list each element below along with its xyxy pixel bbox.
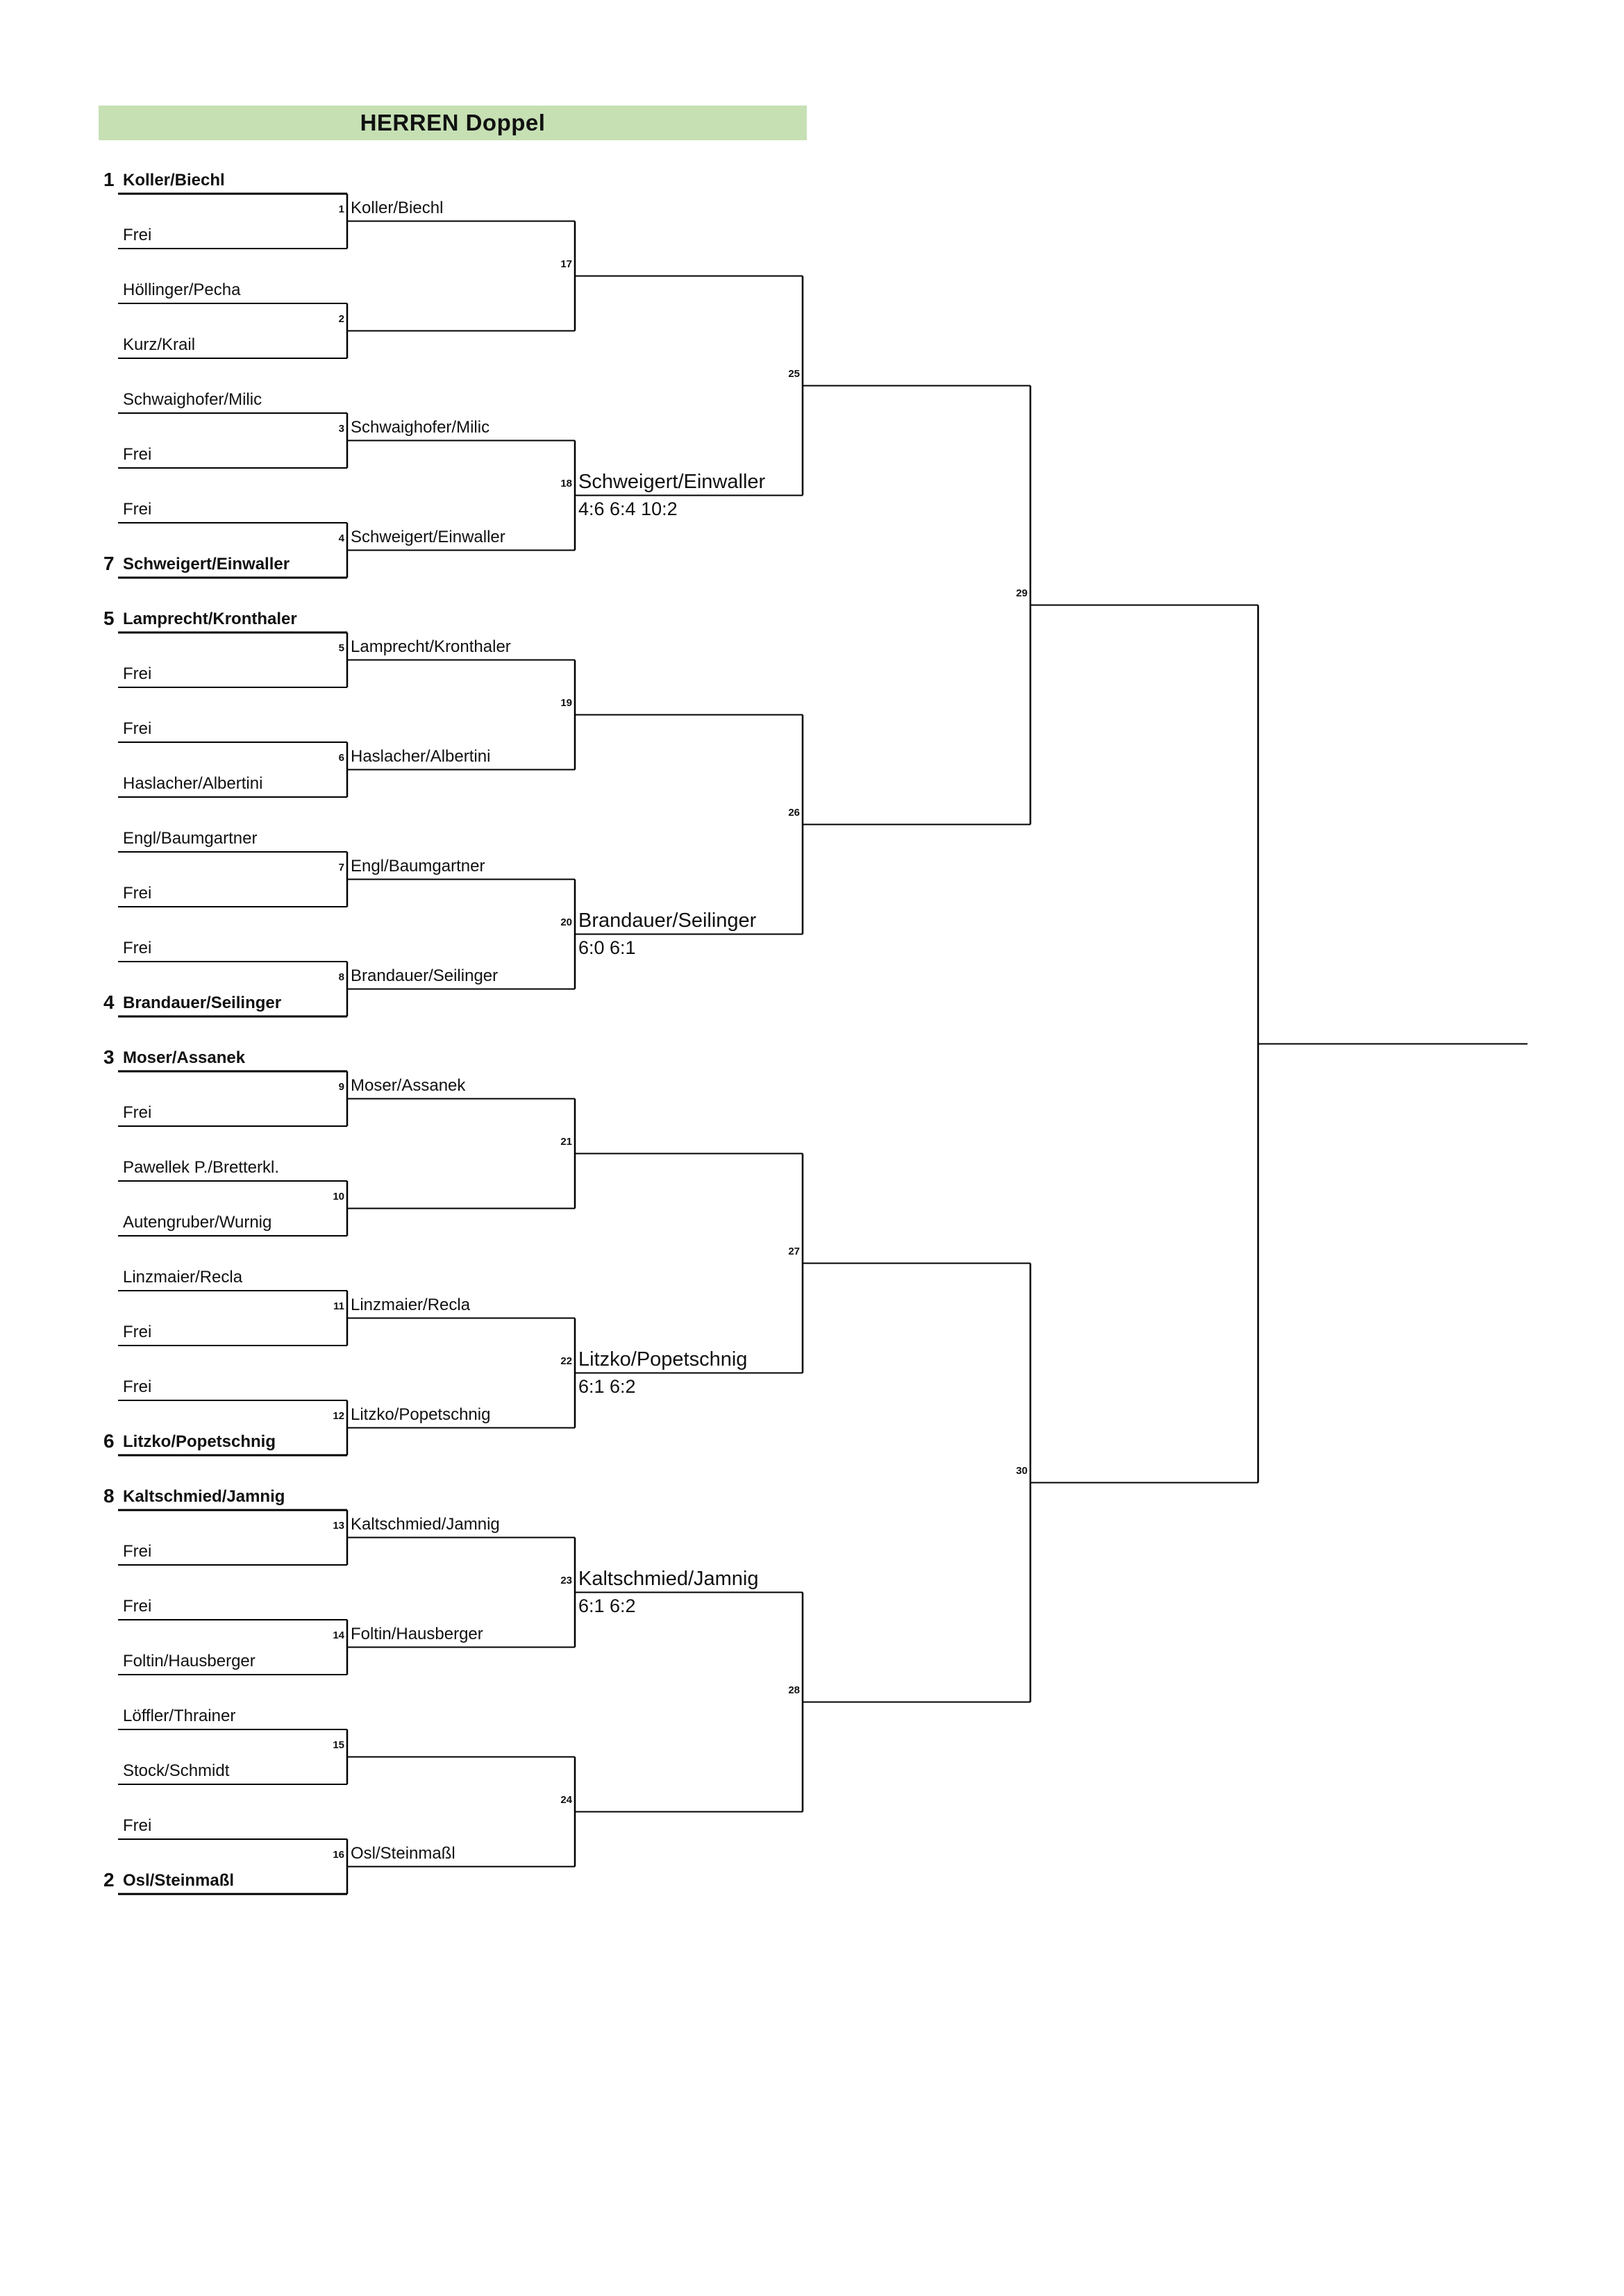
winner-name: Kaltschmied/Jamnig — [578, 1567, 759, 1590]
seed-number: 8 — [103, 1485, 115, 1507]
seed-number: 2 — [103, 1869, 115, 1891]
player-name: Haslacher/Albertini — [123, 774, 263, 793]
match-score: 6:1 6:2 — [578, 1595, 636, 1616]
winner-name: Moser/Assanek — [351, 1075, 466, 1095]
player-name: Frei — [123, 1597, 152, 1616]
player-name: Frei — [123, 226, 152, 244]
player-name: Frei — [123, 1103, 152, 1122]
player-name: Litzko/Popetschnig — [123, 1432, 276, 1451]
player-name: Frei — [123, 445, 152, 464]
winner-name: Brandauer/Seilinger — [351, 966, 499, 985]
winner-name: Koller/Biechl — [351, 198, 444, 217]
player-name: Frei — [123, 1323, 152, 1341]
match-number: 14 — [333, 1629, 344, 1641]
match-number: 3 — [338, 422, 344, 435]
match-number: 27 — [788, 1245, 800, 1257]
player-name: Frei — [123, 1542, 152, 1561]
winner-name: Litzko/Popetschnig — [578, 1348, 748, 1371]
player-name: Stock/Schmidt — [123, 1761, 230, 1780]
match-number: 26 — [788, 806, 800, 819]
match-number: 30 — [1016, 1464, 1028, 1477]
player-name: Kaltschmied/Jamnig — [123, 1487, 285, 1506]
winner-name: Lamprecht/Kronthaler — [351, 637, 511, 656]
player-name: Frei — [123, 1377, 152, 1396]
player-name: Lamprecht/Kronthaler — [123, 610, 297, 628]
player-name: Foltin/Hausberger — [123, 1652, 256, 1670]
seed-number: 3 — [103, 1046, 115, 1068]
match-number: 5 — [338, 642, 344, 654]
match-score: 6:0 6:1 — [578, 937, 636, 958]
match-number: 25 — [788, 367, 800, 380]
match-number: 23 — [560, 1574, 572, 1586]
match-number: 6 — [338, 751, 344, 764]
match-number: 28 — [788, 1684, 800, 1696]
player-name: Frei — [123, 719, 152, 738]
player-name: Moser/Assanek — [123, 1048, 246, 1067]
player-name: Autengruber/Wurnig — [123, 1213, 272, 1232]
player-name: Osl/Steinmaßl — [123, 1871, 235, 1890]
winner-name: Litzko/Popetschnig — [351, 1405, 491, 1424]
match-number: 11 — [333, 1300, 344, 1312]
match-number: 13 — [333, 1519, 344, 1532]
match-number: 16 — [333, 1848, 344, 1861]
player-name: Frei — [123, 939, 152, 957]
player-name: Koller/Biechl — [123, 171, 225, 190]
seed-number: 7 — [103, 553, 115, 574]
player-name: Pawellek P./Bretterkl. — [123, 1158, 279, 1177]
seed-number: 5 — [103, 607, 115, 629]
match-number: 17 — [560, 258, 572, 270]
winner-name: Haslacher/Albertini — [351, 746, 491, 766]
winner-name: Schweigert/Einwaller — [351, 527, 505, 546]
seed-number: 6 — [103, 1430, 115, 1452]
match-number: 2 — [338, 312, 344, 325]
match-number: 9 — [338, 1080, 344, 1093]
match-number: 1 — [338, 203, 344, 215]
match-number: 15 — [333, 1738, 344, 1751]
match-score: 6:1 6:2 — [578, 1375, 636, 1397]
player-name: Frei — [123, 500, 152, 519]
player-name: Höllinger/Pecha — [123, 280, 241, 299]
player-name: Löffler/Thrainer — [123, 1707, 236, 1725]
player-name: Frei — [123, 1816, 152, 1835]
player-name: Schweigert/Einwaller — [123, 555, 290, 573]
match-number: 12 — [333, 1409, 344, 1422]
winner-name: Foltin/Hausberger — [351, 1624, 483, 1643]
winner-name: Engl/Baumgartner — [351, 856, 485, 875]
match-number: 19 — [560, 696, 572, 709]
match-number: 20 — [560, 916, 572, 928]
winner-name: Schwaighofer/Milic — [351, 417, 490, 437]
player-name: Linzmaier/Recla — [123, 1268, 243, 1287]
match-number: 21 — [560, 1135, 572, 1148]
match-number: 24 — [560, 1793, 572, 1806]
player-name: Frei — [123, 664, 152, 683]
winner-name: Kaltschmied/Jamnig — [351, 1514, 500, 1534]
match-number: 22 — [560, 1355, 572, 1367]
match-number: 29 — [1016, 587, 1028, 599]
player-name: Kurz/Krail — [123, 335, 196, 354]
seed-number: 1 — [103, 169, 115, 190]
winner-name: Schweigert/Einwaller — [578, 470, 766, 493]
match-number: 4 — [338, 532, 344, 544]
match-number: 7 — [338, 861, 344, 873]
match-score: 4:6 6:4 10:2 — [578, 498, 678, 519]
player-name: Frei — [123, 884, 152, 903]
match-number: 8 — [338, 971, 344, 983]
match-number: 10 — [333, 1190, 344, 1203]
player-name: Schwaighofer/Milic — [123, 390, 262, 409]
page-title: HERREN Doppel — [360, 110, 546, 135]
seed-number: 4 — [103, 991, 115, 1013]
winner-name: Linzmaier/Recla — [351, 1295, 471, 1314]
match-number: 18 — [560, 477, 572, 489]
player-name: Engl/Baumgartner — [123, 829, 258, 848]
winner-name: Brandauer/Seilinger — [578, 909, 757, 932]
winner-name: Osl/Steinmaßl — [351, 1843, 455, 1863]
player-name: Brandauer/Seilinger — [123, 994, 282, 1012]
